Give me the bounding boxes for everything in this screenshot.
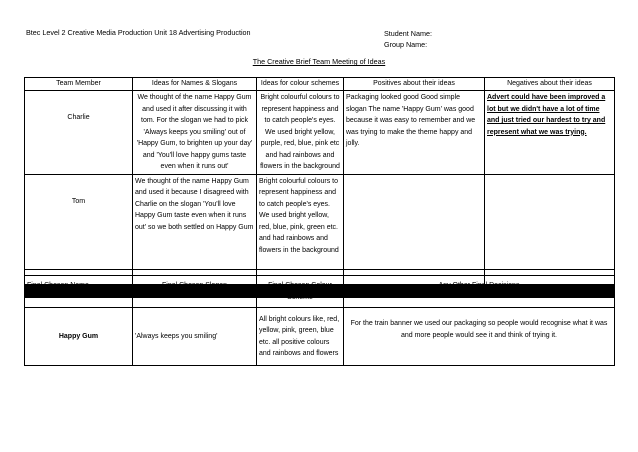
final-colour-value: All bright colours like, red, yellow, pink, green, blue etc. all positive colours and rainbows and flowers bbox=[257, 308, 344, 366]
col-header-negatives: Negatives about their ideas bbox=[485, 78, 615, 91]
member-name-charlie: Charlie bbox=[25, 91, 133, 175]
final-decisions-value: For the train banner we used our packaging so people would recognise what it was and more people would see it and think of trying it. bbox=[344, 308, 615, 366]
col-header-final-colour: Final Chosen Colour Scheme bbox=[257, 276, 344, 308]
cell-names-tom: We thought of the name Happy Gum and used it because I disagreed with Charlie on the slogan 'You'll love Happy Gum taste even when it runs out' so we both settled on Happy Gum bbox=[133, 174, 257, 269]
document-title: The Creative Brief Team Meeting of Ideas bbox=[252, 57, 386, 66]
cell-colours-charlie: Bright colourful colours to represent happiness and to catch people's eyes. We used bright yellow, purple, red, blue, pink etc and had rainbows and flowers in the background bbox=[257, 91, 344, 175]
table-row-charlie bbox=[25, 91, 615, 175]
cell-negatives-tom bbox=[485, 174, 615, 269]
student-name-label: Student Name: bbox=[384, 29, 432, 38]
group-name-label: Group Name: bbox=[384, 40, 428, 49]
course-title: Btec Level 2 Creative Media Production Unit 18 Advertising Production bbox=[26, 28, 251, 37]
final-slogan-value: 'Always keeps you smiling' bbox=[133, 308, 257, 366]
table-row-tom bbox=[25, 174, 615, 269]
col-header-team-member: Team Member bbox=[25, 78, 133, 91]
student-group-labels bbox=[384, 28, 432, 50]
cell-positives-tom bbox=[344, 174, 485, 269]
final-row bbox=[25, 308, 615, 366]
col-header-names-slogans: Ideas for Names & Slogans bbox=[133, 78, 257, 91]
final-decisions-table bbox=[24, 275, 615, 366]
cell-colours-tom: Bright colourful colours to represent happiness and to catch people's eyes. We used bright yellow, red, blue, pink, green etc. and had rainbows and flowers in the background bbox=[257, 174, 344, 269]
col-header-final-decisions: Any Other Final Decisions bbox=[344, 276, 615, 308]
final-name-value: Happy Gum bbox=[25, 308, 133, 366]
ideas-table bbox=[24, 77, 615, 298]
final-header-row bbox=[25, 276, 615, 308]
col-header-final-slogan: Final Chosen Slogan bbox=[133, 276, 257, 308]
col-header-positives: Positives about their ideas bbox=[344, 78, 485, 91]
ideas-table-header-row bbox=[25, 78, 615, 91]
member-name-tom: Tom bbox=[25, 174, 133, 269]
col-header-colour-schemes: Ideas for colour schemes bbox=[257, 78, 344, 91]
cell-negatives-charlie: Advert could have been improved a lot but we didn't have a lot of time and just tried our hardest to try and represent what we was trying. bbox=[485, 91, 615, 175]
cell-positives-charlie: Packaging looked good Good simple slogan The name 'Happy Gum' was good because it was easy to remember and we was trying to make the theme happy and jolly. bbox=[344, 91, 485, 175]
col-header-final-name: Final Chosen Name bbox=[25, 276, 133, 308]
cell-names-charlie: We thought of the name Happy Gum and used it after discussing it with tom. For the slogan we had to pick 'Always keeps you smiling' out of 'Happy Gum, to brighten up your day' and 'You'll love happy gums taste even when it runs out' bbox=[133, 91, 257, 175]
